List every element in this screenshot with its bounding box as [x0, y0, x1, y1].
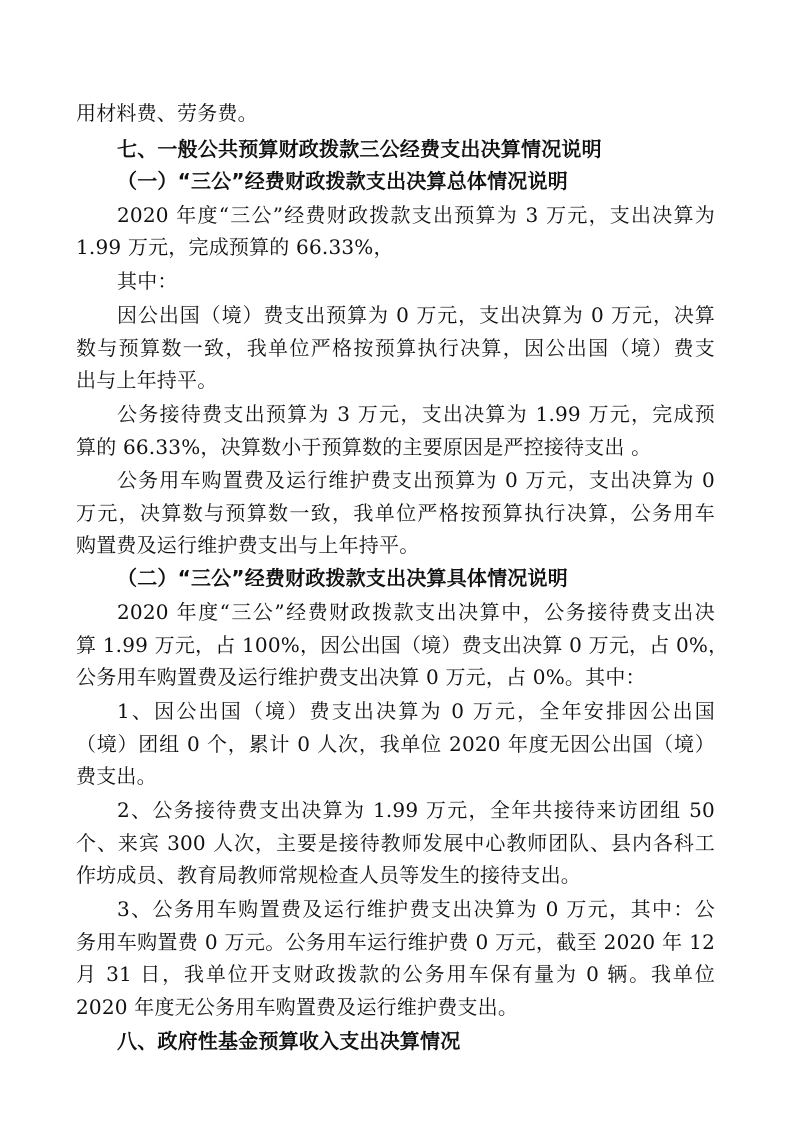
subsection-heading-2: （二）“三公”经费财政拨款支出决算具体情况说明: [117, 566, 568, 590]
subsection-heading-1: （一）“三公”经费财政拨款支出决算总体情况说明: [117, 169, 568, 193]
paragraph-line-9: 公务用车购置费及运行维护费支出预算为 0 万元，支出决算为 0: [117, 468, 715, 492]
paragraph-line-20: 作坊成员、教育局教师常规检查人员等发生的接待支出。: [76, 863, 581, 887]
paragraph-line-1: 2020 年度“三公”经费财政拨款支出预算为 3 万元，支出决算为: [117, 203, 715, 227]
paragraph-line-22: 务用车购置费 0 万元。公务用车运行维护费 0 万元，截至 2020 年 12: [76, 930, 715, 954]
paragraph-line-13: 算 1.99 万元，占 100%，因公出国（境）费支出决算 0 万元，占 0%，: [76, 633, 729, 657]
paragraph-line-16: （境）团组 0 个，累计 0 人次，我单位 2020 年度无因公出国（境）: [76, 732, 715, 756]
paragraph-line-14: 公务用车购置费及运行维护费支出决算 0 万元，占 0%。其中：: [76, 665, 646, 689]
paragraph-line-18: 2、公务接待费支出决算为 1.99 万元，全年共接待来访团组 50: [117, 798, 715, 822]
paragraph-line-23: 月 31 日，我单位开支财政拨款的公务用车保有量为 0 辆。我单位: [76, 962, 715, 986]
paragraph-line-17: 费支出。: [76, 764, 157, 788]
text-line-1: 用材料费、劳务费。: [76, 101, 258, 125]
paragraph-line-10: 万元，决算数与预算数一致，我单位严格按预算执行决算，公务用车: [76, 501, 715, 525]
paragraph-line-15: 1、因公出国（境）费支出决算为 0 万元，全年安排因公出国: [117, 699, 715, 723]
paragraph-line-11: 购置费及运行维护费支出与上年持平。: [76, 533, 420, 557]
paragraph-line-21: 3、公务用车购置费及运行维护费支出决算为 0 万元，其中：公: [117, 897, 715, 921]
section-heading-8: 八、政府性基金预算收入支出决算情况: [117, 1029, 461, 1053]
paragraph-line-12: 2020 年度“三公”经费财政拨款支出决算中，公务接待费支出决: [117, 600, 715, 624]
paragraph-line-3: 其中：: [117, 269, 178, 293]
section-heading-7: 七、一般公共预算财政拨款三公经费支出决算情况说明: [117, 137, 602, 161]
paragraph-line-2: 1.99 万元，完成预算的 66.33%，: [76, 235, 394, 259]
paragraph-line-7: 公务接待费支出预算为 3 万元，支出决算为 1.99 万元，完成预: [117, 402, 715, 426]
paragraph-line-8: 算的 66.33%，决算数小于预算数的主要原因是严控接待支出 。: [76, 435, 652, 459]
paragraph-line-19: 个、来宾 300 人次，主要是接待教师发展中心教师团队、县内各科工: [76, 831, 715, 855]
paragraph-line-6: 出与上年持平。: [76, 368, 218, 392]
paragraph-line-4: 因公出国（境）费支出预算为 0 万元，支出决算为 0 万元，决算: [117, 303, 715, 327]
paragraph-line-24: 2020 年度无公务用车购置费及运行维护费支出。: [76, 995, 519, 1019]
paragraph-line-5: 数与预算数一致，我单位严格按预算执行决算，因公出国（境）费支: [76, 336, 715, 360]
